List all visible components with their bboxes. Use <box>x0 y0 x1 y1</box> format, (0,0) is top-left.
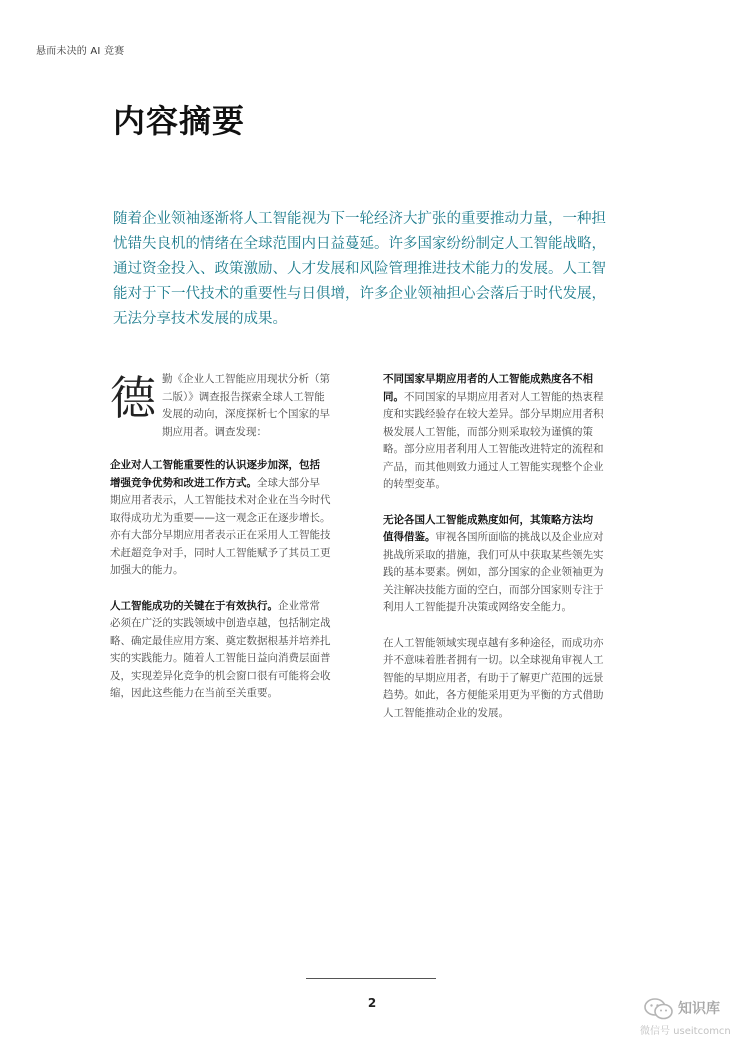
finding-lead: 不同国家早期应用者的人工智能成熟度各不相 同。 <box>383 373 593 403</box>
intro-paragraph <box>110 371 360 443</box>
left-column <box>110 371 360 721</box>
footer-divider <box>306 978 436 979</box>
wechat-icon <box>644 998 674 1024</box>
watermark-brand: 知识库 <box>678 1001 720 1017</box>
finding-body: 全球大部分早 期应用者表示，人工智能技术对企业在当今时代 取得成功尤为重要——这一观念正在逐步增长。 亦有大部分早期应用者表示正在采用人工智能技 术赶超竞争对手，同时人工智能赋予了其员工更 加强大的能力。 <box>110 476 331 576</box>
finding-paragraph <box>383 512 635 617</box>
drop-cap: 德 <box>110 371 156 425</box>
finding-body: 企业常常 必须在广泛的实践领域中创造卓越，包括制定战 略、确定最佳应用方案、奠定数据根基并培养扎 实的实践能力。随着人工智能日益向消费层面普 及，实现差异化竞争的机会窗口很有可能将会收 缩，因此这些能力在当前至关重要。 <box>110 599 331 699</box>
finding-paragraph <box>110 457 360 580</box>
finding-lead: 企业对人工智能重要性的认识逐步加深，包括 增强竞争优势和改进工作方式。 <box>110 459 320 489</box>
right-column <box>383 371 635 740</box>
closing-paragraph <box>383 635 635 723</box>
intro-text: 勤《企业人工智能应用现状分析（第 二版）》调查报告探索全球人工智能 发展的动向，深度探析七个国家的早 期应用者。调查发现： <box>162 373 330 438</box>
finding-body: 审视各国所面临的挑战以及企业应对 挑战所采取的措施，我们可从中获取某些领先实 践的基本要素。例如，部分国家的企业领袖更为 关注解决技能方面的空白，而部分国家则专注于 利用人工智能提升决策或网络安全能力。 <box>383 531 604 613</box>
finding-lead: 无论各国人工智能成熟度如何，其策略方法均 值得借鉴。 <box>383 513 593 543</box>
finding-body: 不同国家的早期应用者对人工智能的热衷程 度和实践经验存在较大差异。部分早期应用者积 极发展人工智能，而部分则采取较为谨慎的策 略。部分应用者利用人工智能改进特定的流程和 产品，而其他则致力通过人工智能实现整个企业 的转型变革。 <box>383 390 604 490</box>
page-title: 内容摘要 <box>113 102 246 140</box>
watermark <box>640 996 740 1040</box>
finding-paragraph <box>383 371 635 494</box>
page-number: 2 <box>367 996 377 1010</box>
summary-lead: 随着企业领袖逐渐将人工智能视为下一轮经济大扩张的重要推动力量，一种担 忧错失良机的情绪在全球范围内日益蔓延。许多国家纷纷制定人工智能战略， 通过资金投入、政策激励、人才发展和风险管理推进技术能力的发展。人工智 能对于下一代技术的重要性与日俱增，许多企业领袖担心会落后于时代发展， 无法分享技术发展的成果。 <box>113 211 606 327</box>
running-header: 悬而未决的 AI 竞赛 <box>36 46 125 57</box>
watermark-account: 微信号 useitcomcn <box>640 1026 731 1037</box>
finding-paragraph <box>110 598 360 703</box>
finding-lead: 人工智能成功的关键在于有效执行。 <box>110 599 278 612</box>
closing-body: 在人工智能领域实现卓越有多种途径，而成功亦 并不意味着胜者拥有一切。以全球视角审视人工 智能的早期应用者，有助于了解更广范围的远景 趋势。如此，各方便能采用更为平衡的方式借助 人工智能推动企业的发展。 <box>383 636 604 719</box>
